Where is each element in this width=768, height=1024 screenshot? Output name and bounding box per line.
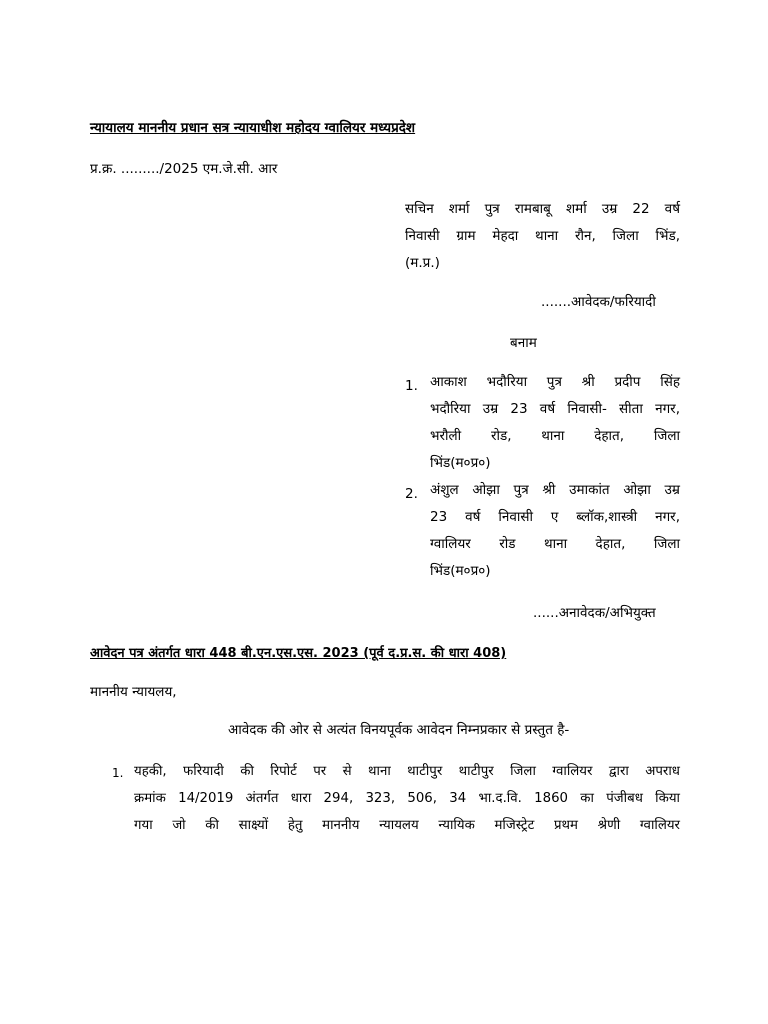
point-line: यहकी, फरियादी की रिपोर्ट पर से थाना थाटीपुर थाटीपुर जिला ग्वालियर द्वारा अपराध xyxy=(134,764,680,779)
respondent-line: भिंड(म०प्र०) xyxy=(430,563,491,579)
respondent-line: भिंड(म०प्र०) xyxy=(430,455,491,471)
applicant-line: सचिन शर्मा पुत्र रामबाबू शर्मा उम्र 22 वर्ष xyxy=(405,201,680,217)
applicant-role: .......आवेदक/फरियादी xyxy=(541,294,656,310)
salutation: माननीय न्यायलय, xyxy=(90,684,177,700)
applicant-line: (म.प्र.) xyxy=(405,255,440,271)
court-heading: न्यायालय माननीय प्रधान सत्र न्यायाधीश महोदय ग्वालियर मध्यप्रदेश xyxy=(90,120,416,136)
respondent-line: आकाश भदौरिया पुत्र श्री प्रदीप सिंह xyxy=(430,374,680,390)
point-line: गया जो की साक्ष्यों हेतु माननीय न्यायलय न्यायिक मजिस्ट्रेट प्रथम श्रेणी ग्वालियर xyxy=(134,818,680,833)
respondent-2-block xyxy=(430,477,680,585)
intro-text: आवेदक की ओर से अत्यंत विनयपूर्वक आवेदन निम्नप्रकार से प्रस्तुत है- xyxy=(228,722,570,738)
respondent-number: 1. xyxy=(405,378,418,394)
respondent-line: भरौली रोड, थाना देहात, जिला xyxy=(430,428,680,444)
case-number: प्र.क्र. ........./2025 एम.जे.सी. आर xyxy=(90,161,278,177)
point-number: 1. xyxy=(112,766,124,780)
applicant-line: निवासी ग्राम मेहदा थाना रौन, जिला भिंड, xyxy=(405,228,680,244)
respondent-line: अंशुल ओझा पुत्र श्री उमाकांत ओझा उम्र xyxy=(430,482,680,498)
respondent-1-block xyxy=(430,369,680,477)
applicant-block xyxy=(405,196,680,277)
respondent-number: 2. xyxy=(405,486,418,502)
versus-label: बनाम xyxy=(510,335,537,351)
point-line: क्रमांक 14/2019 अंतर्गत धारा 294, 323, 506, 34 भा.द.वि. 1860 का पंजीबध किया xyxy=(134,791,680,806)
respondent-line: ग्वालियर रोड थाना देहात, जिला xyxy=(430,536,680,552)
point-1-block xyxy=(134,758,680,839)
respondent-line: भदौरिया उम्र 23 वर्ष निवासी- सीता नगर, xyxy=(430,401,680,417)
application-title: आवेदन पत्र अंतर्गत धारा 448 बी.एन.एस.एस. 2023 (पूर्व द.प्र.स. की धारा 408) xyxy=(90,646,507,661)
respondent-role: ......अनावेदक/अभियुक्त xyxy=(533,605,656,621)
respondent-line: 23 वर्ष निवासी ए ब्लॉक,शास्त्री नगर, xyxy=(430,509,680,525)
